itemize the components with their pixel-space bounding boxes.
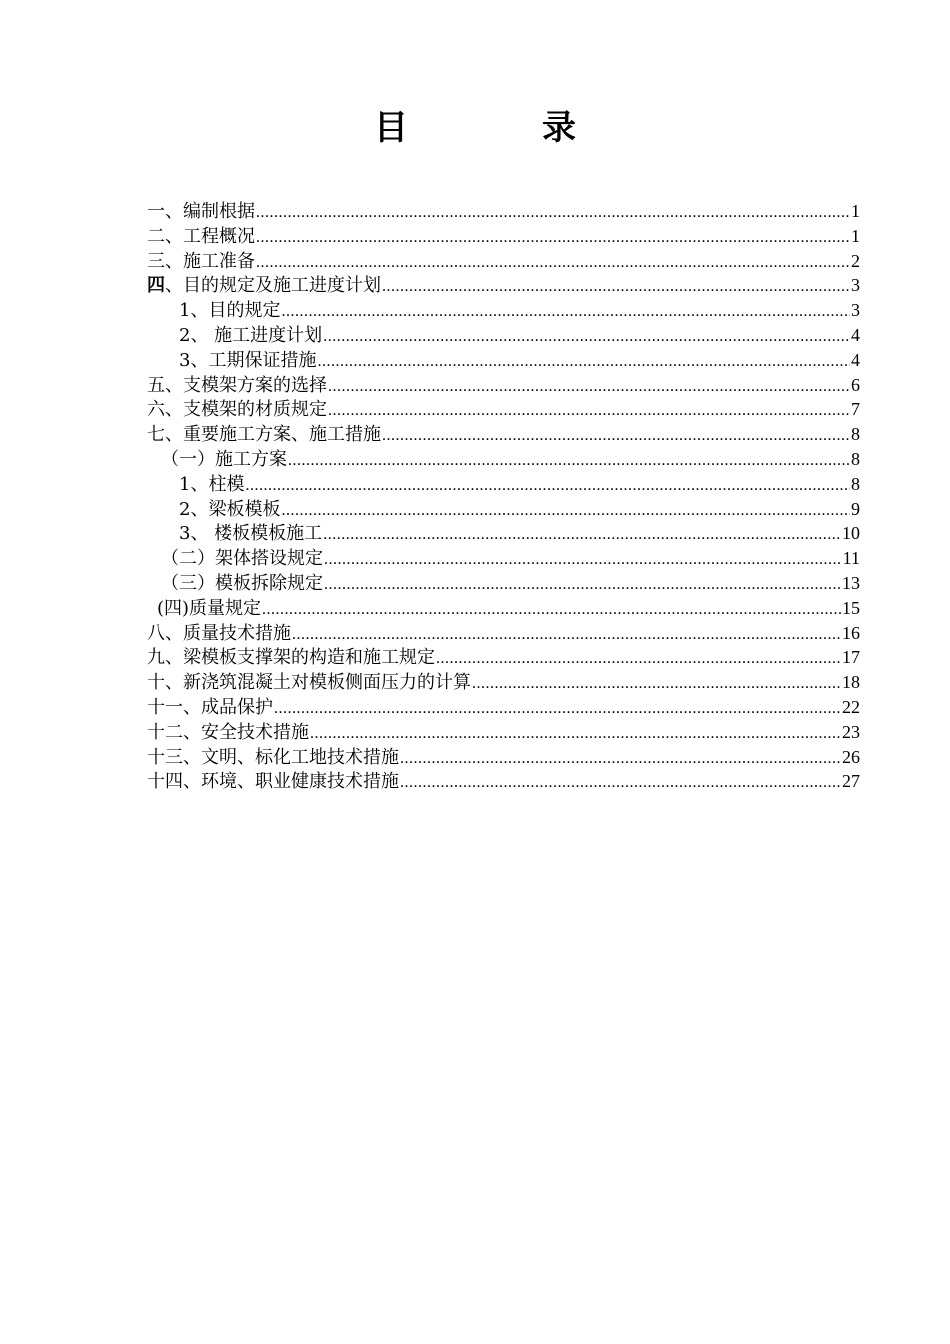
toc-leader-dots [256,226,850,251]
toc-leader-dots [281,499,850,524]
page-title: 目 录 [374,108,626,148]
toc-entry-page-number: 1 [851,225,860,246]
toc-entry-page-number: 4 [851,324,860,345]
toc-entry-label: 1、目的规定 [179,300,281,322]
toc-entry-page-number: 7 [851,399,860,420]
toc-entry-label: （三）模板拆除规定 [161,572,323,594]
toc-entry[interactable] [147,645,860,670]
toc-entry-label: 三、施工准备 [147,250,255,272]
toc-entry-label: 九、梁模板支撑架的构造和施工规定 [147,647,435,669]
toc-entry[interactable] [147,670,860,695]
toc-entry-label: 八、质量技术措施 [147,622,291,644]
toc-entry-label: 五、支模架方案的选择 [147,374,327,396]
toc-entry-label: 十二、安全技术措施 [147,721,309,743]
toc-entry[interactable] [147,769,860,794]
toc-entry-page-number: 13 [842,572,860,593]
toc-entry-label: 六、支模架的材质规定 [147,399,327,421]
toc-entry[interactable] [147,695,860,720]
toc-entry-page-number: 17 [842,647,860,668]
toc-leader-dots [281,300,850,325]
toc-leader-dots [256,251,850,276]
toc-entry[interactable] [147,397,860,422]
toc-entry-page-number: 9 [851,498,860,519]
toc-entry-page-number: 8 [851,448,860,469]
toc-entry-label: 十四、环境、职业健康技术措施 [147,771,399,793]
toc-leader-dots [328,399,850,424]
toc-leader-dots [292,623,841,648]
toc-entry-page-number: 11 [842,548,860,569]
toc-entry[interactable] [147,521,860,546]
toc-entry-label: 二、工程概况 [147,225,255,247]
toc-entry-label: （二）架体搭设规定 [161,548,323,570]
toc-entry[interactable] [147,298,860,323]
toc-entry-label: 十三、文明、标化工地技术措施 [147,746,399,768]
toc-entry[interactable] [147,472,860,497]
toc-entry-page-number: 26 [842,746,860,767]
toc-leader-dots [288,449,850,474]
toc-leader-dots [382,424,850,449]
toc-entry-label: 十一、成品保护 [147,696,273,718]
toc-entry-page-number: 23 [842,721,860,742]
toc-leader-dots [256,201,850,226]
toc-entry[interactable] [147,224,860,249]
toc-leader-dots [324,573,841,598]
toc-entry-label: 2、梁板模板 [179,498,281,520]
toc-entry-page-number: 2 [851,250,860,271]
toc-entry[interactable] [147,422,860,447]
toc-entry[interactable] [147,199,860,224]
toc-entry-page-number: 27 [842,771,860,792]
toc-entry-page-number: 8 [851,473,860,494]
toc-entry-page-number: 8 [851,424,860,445]
toc-leader-dots [310,722,841,747]
table-of-contents [147,199,860,794]
toc-leader-dots [274,697,841,722]
toc-leader-dots [245,474,850,499]
toc-entry-page-number: 16 [842,622,860,643]
toc-entry-label: 七、重要施工方案、施工措施 [147,424,381,446]
toc-entry-page-number: 3 [851,300,860,321]
toc-leader-dots [400,771,841,796]
toc-leader-dots [323,523,841,548]
toc-entry-label: 3、工期保证措施 [179,349,317,371]
toc-entry[interactable] [147,596,860,621]
toc-leader-dots [436,647,841,672]
toc-entry-page-number: 15 [842,597,860,618]
toc-entry-label: 3、 楼板模板施工 [179,523,323,545]
toc-leader-dots [317,350,850,375]
toc-entry[interactable] [147,348,860,373]
toc-leader-dots [323,325,850,350]
toc-entry-label: 四、目的规定及施工进度计划 [147,275,381,297]
toc-entry[interactable] [147,497,860,522]
toc-entry[interactable] [147,273,860,298]
toc-entry-page-number: 18 [842,672,860,693]
toc-entry-label: 2、 施工进度计划 [179,324,323,346]
toc-entry-page-number: 1 [851,201,860,221]
toc-entry-page-number: 22 [842,696,860,717]
toc-entry[interactable] [147,745,860,770]
toc-entry[interactable] [147,621,860,646]
toc-entry-page-number: 3 [851,275,860,296]
toc-entry-label: 十、新浇筑混凝土对模板侧面压力的计算 [147,672,471,694]
toc-entry-label: 一、编制根据 [147,201,255,222]
toc-entry-label: 1、柱模 [179,473,245,495]
toc-entry[interactable] [147,323,860,348]
toc-entry-page-number: 4 [851,349,860,370]
toc-leader-dots [400,747,841,772]
toc-leader-dots [262,598,841,623]
toc-leader-dots [324,548,842,573]
toc-entry-label: (四)质量规定 [157,597,262,619]
toc-entry[interactable] [147,249,860,274]
toc-entry[interactable] [147,373,860,398]
toc-entry[interactable] [147,546,860,571]
toc-entry[interactable] [147,571,860,596]
toc-entry-label: （一）施工方案 [161,448,287,470]
toc-leader-dots [382,275,850,300]
toc-entry-page-number: 10 [842,523,860,544]
toc-entry[interactable] [147,720,860,745]
toc-entry[interactable] [147,447,860,472]
toc-leader-dots [472,672,841,697]
toc-leader-dots [328,375,850,400]
toc-entry-page-number: 6 [851,374,860,395]
